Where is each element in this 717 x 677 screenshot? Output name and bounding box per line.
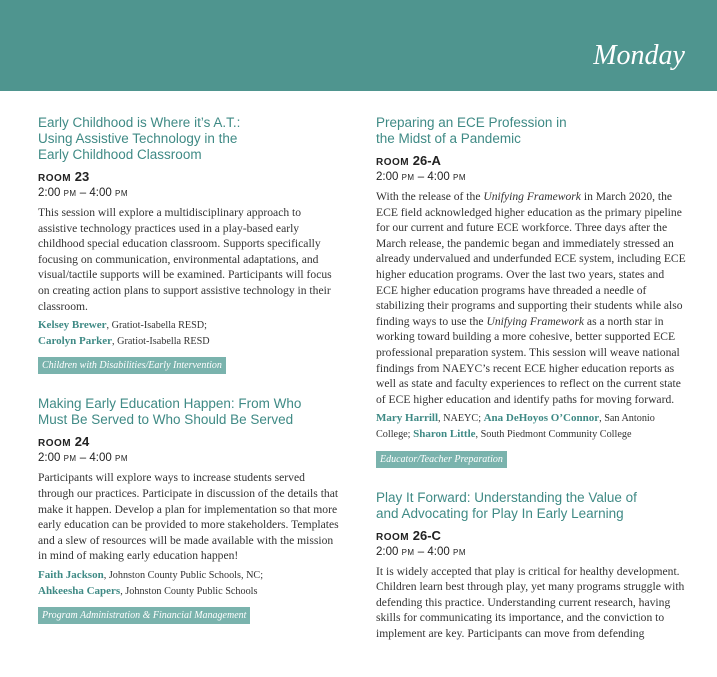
session-title[interactable]: Early Childhood is Where it’s A.T.: Using Assistive Technology in the Early Childhood Classroom: [38, 115, 241, 162]
header-banner: [0, 0, 717, 91]
left-column: [38, 115, 343, 646]
topic-tag[interactable]: Program Administration & Financial Management: [38, 607, 250, 624]
topic-tag[interactable]: Educator/Teacher Preparation: [376, 451, 507, 468]
session-time: 2:00 PM – 4:00 PM: [376, 171, 466, 183]
session-description: This session will explore a multidisciplinary approach to assistive technology practices used in a play-based early childhood special education classroom. Supports specifically focusing on communication, environmental adaptations, and visual/tactile supports will be examined. Participants will focus on creating action plans to support assistive technology in their classroom.: [38, 206, 332, 313]
topic-tag[interactable]: Children with Disabilities/Early Intervention: [38, 357, 226, 374]
session-title[interactable]: Play It Forward: Understanding the Value of and Advocating for Play In Early Learning: [376, 489, 637, 521]
session-title[interactable]: Preparing an ECE Profession in the Midst of a Pandemic: [376, 115, 567, 146]
presenter-name: Ana DeHoyos O’Connor: [483, 412, 600, 425]
presenter-name: Mary Harrill: [376, 412, 439, 425]
session-room: ROOM 26-A: [376, 153, 441, 168]
presenter-name: Kelsey Brewer: [38, 319, 107, 332]
session-time: 2:00 PM – 4:00 PM: [38, 452, 128, 465]
session-card: [38, 115, 343, 374]
session-time: 2:00 PM – 4:00 PM: [38, 187, 128, 199]
session-room: ROOM 26-C: [376, 527, 441, 543]
session-room: ROOM 24: [38, 434, 90, 450]
right-column: [376, 115, 688, 663]
presenter-name: Faith Jackson: [38, 568, 104, 581]
session-time: 2:00 PM – 4:00 PM: [376, 545, 466, 558]
session-description: Participants will explore ways to increase students served through our practices. Participate in discussion of the details that make it happen. Develop a plan for implementation so that more early education can be provided to more stakeholders. Templates and a slew of resources will be made available with the mission in mind of making early education happen!: [38, 471, 339, 563]
session-presenters: Mary Harrill, NAEYC; Ana DeHoyos O’Connor, San Antonio College; Sharon Little, South Piedmont Community College: [376, 412, 655, 440]
session-card: [376, 490, 688, 642]
session-room: ROOM 23: [38, 169, 90, 184]
session-card: [376, 115, 688, 468]
presenter-name: Carolyn Parker: [38, 334, 113, 347]
session-title[interactable]: Making Early Education Happen: From Who Must Be Served to Who Should Be Served: [38, 396, 302, 428]
session-description: With the release of the Unifying Framework in March 2020, the ECE field acknowledged higher education as the primary pipeline for our current and future ECE workforce. Three days after the March release, the pandemic began and immediately stressed an already undervalued and underfunded ECE system, including ECE higher education programs. Over the last two years, states and ECE higher education programs have threaded a needle of stabilizing their programs and supporting their students while also finding ways to use the Unifying Framework as a north star in working toward building a more cohesive, better supported ECE professional preparation system. This session will weave national findings from NAEYC’s recent ECE higher education reports as well as state and faculty experiences to reflect on the current state of ECE higher education and identify paths for moving forward.: [376, 190, 686, 406]
presenter-name: Sharon Little: [413, 427, 476, 440]
session-card: [38, 396, 343, 624]
session-presenters: Faith Jackson, Johnston County Public Schools, NC; Ahkeesha Capers, Johnston County Public Schools: [38, 568, 264, 597]
day-title: Monday: [593, 40, 685, 71]
session-description: It is widely accepted that play is critical for healthy development. Children learn best through play, yet many programs struggle with defending this practice. Understanding current research, having skills for communicating its importance, and the conviction to implement are key. Participants can move from defending: [376, 564, 685, 640]
session-presenters: Kelsey Brewer, Gratiot-Isabella RESD; Carolyn Parker, Gratiot-Isabella RESD: [38, 319, 210, 347]
presenter-name: Ahkeesha Capers: [38, 584, 121, 597]
